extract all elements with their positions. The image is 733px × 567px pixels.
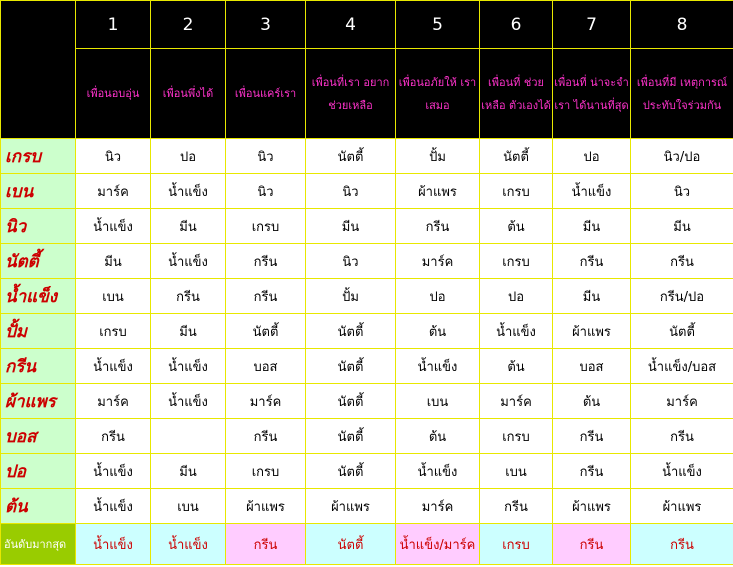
column-title: เพื่อนแคร์เรา bbox=[226, 49, 306, 139]
table-cell: ผ้าแพร bbox=[553, 489, 631, 524]
table-cell: นัตตี้ bbox=[480, 139, 553, 174]
summary-label: อันดับมากสุด bbox=[1, 524, 76, 565]
table-cell: นิว/ปอ bbox=[631, 139, 733, 174]
table-cell: นัตตี้ bbox=[306, 384, 396, 419]
table-row bbox=[1, 419, 733, 454]
table-cell: มาร์ค bbox=[76, 174, 151, 209]
table-cell: ปอ bbox=[553, 139, 631, 174]
column-title: เพื่อนที่มี เหตุการณ์ ประทับใจร่วมกัน bbox=[631, 49, 733, 139]
table-cell: เกรบ bbox=[76, 314, 151, 349]
table-cell: น้ำแข็ง bbox=[631, 454, 733, 489]
table-cell: กรีน bbox=[553, 244, 631, 279]
table-cell: มาร์ค bbox=[76, 384, 151, 419]
table-cell: กรีน bbox=[396, 209, 480, 244]
table-cell: กรีน bbox=[631, 244, 733, 279]
summary-cell: เกรบ bbox=[480, 524, 553, 565]
table-cell: เบน bbox=[151, 489, 226, 524]
table-cell: เกรบ bbox=[480, 174, 553, 209]
table-cell: น้ำแข็ง bbox=[396, 349, 480, 384]
row-name: น้ำแข็ง bbox=[1, 279, 76, 314]
row-name: ต้น bbox=[1, 489, 76, 524]
table-cell: เบน bbox=[480, 454, 553, 489]
table-cell: กรีน bbox=[480, 489, 553, 524]
table-cell: ต้น bbox=[553, 384, 631, 419]
row-name: เบน bbox=[1, 174, 76, 209]
summary-cell: นัตตี้ bbox=[306, 524, 396, 565]
table-cell: มีน bbox=[631, 209, 733, 244]
table-cell: นัตตี้ bbox=[306, 454, 396, 489]
column-title-row bbox=[1, 49, 733, 139]
summary-cell: กรีน bbox=[631, 524, 733, 565]
row-name: นัตตี้ bbox=[1, 244, 76, 279]
row-name: เกรบ bbox=[1, 139, 76, 174]
column-number: 5 bbox=[396, 1, 480, 49]
table-cell: น้ำแข็ง bbox=[151, 349, 226, 384]
table-cell: นัตตี้ bbox=[306, 419, 396, 454]
table-cell: เบน bbox=[396, 384, 480, 419]
column-title: เพื่อนที่ น่าจะจำเรา ได้นานที่สุด bbox=[553, 49, 631, 139]
table-row bbox=[1, 384, 733, 419]
table-cell: กรีน bbox=[226, 419, 306, 454]
table-cell: เกรบ bbox=[480, 244, 553, 279]
table-cell: เบน bbox=[76, 279, 151, 314]
table-row bbox=[1, 349, 733, 384]
table-cell: ปอ bbox=[396, 279, 480, 314]
column-number: 7 bbox=[553, 1, 631, 49]
table-cell: น้ำแข็ง bbox=[151, 174, 226, 209]
table-cell: นัตตี้ bbox=[306, 349, 396, 384]
table-cell: กรีน/ปอ bbox=[631, 279, 733, 314]
table-row bbox=[1, 174, 733, 209]
table-cell: ต้น bbox=[480, 349, 553, 384]
table-cell: นิว bbox=[631, 174, 733, 209]
table-cell: น้ำแข็ง/บอส bbox=[631, 349, 733, 384]
column-title: เพื่อนพึ่งได้ bbox=[151, 49, 226, 139]
table-cell: มีน bbox=[553, 209, 631, 244]
column-title: เพื่อนอบอุ่น bbox=[76, 49, 151, 139]
row-name: นิว bbox=[1, 209, 76, 244]
table-cell: มาร์ค bbox=[396, 244, 480, 279]
table-cell: มีน bbox=[151, 454, 226, 489]
table-cell: นิว bbox=[76, 139, 151, 174]
table-cell: น้ำแข็ง bbox=[76, 209, 151, 244]
table-cell: มีน bbox=[151, 209, 226, 244]
summary-row bbox=[1, 524, 733, 565]
column-number-row bbox=[1, 1, 733, 49]
table-cell: กรีน bbox=[631, 419, 733, 454]
table-cell: น้ำแข็ง bbox=[480, 314, 553, 349]
column-number: 8 bbox=[631, 1, 733, 49]
column-number: 4 bbox=[306, 1, 396, 49]
column-number: 3 bbox=[226, 1, 306, 49]
column-title: เพื่อนที่เรา อยากช่วยเหลือ bbox=[306, 49, 396, 139]
table-cell: น้ำแข็ง bbox=[151, 244, 226, 279]
table-cell: ปั้ม bbox=[396, 139, 480, 174]
table-cell: เกรบ bbox=[226, 209, 306, 244]
summary-cell: น้ำแข็ง bbox=[151, 524, 226, 565]
table-row bbox=[1, 139, 733, 174]
table-row bbox=[1, 279, 733, 314]
table-cell: มีน bbox=[76, 244, 151, 279]
table-cell: ผ้าแพร bbox=[553, 314, 631, 349]
table-row bbox=[1, 209, 733, 244]
table-cell: มีน bbox=[151, 314, 226, 349]
table-cell: ต้น bbox=[396, 314, 480, 349]
table-row bbox=[1, 489, 733, 524]
summary-cell: กรีน bbox=[226, 524, 306, 565]
table-cell: น้ำแข็ง bbox=[553, 174, 631, 209]
table-cell: กรีน bbox=[226, 244, 306, 279]
table-cell: บอส bbox=[226, 349, 306, 384]
summary-cell: น้ำแข็ง bbox=[76, 524, 151, 565]
table-cell: นัตตี้ bbox=[306, 139, 396, 174]
table-cell: มีน bbox=[306, 209, 396, 244]
table-cell: นิว bbox=[226, 174, 306, 209]
column-number: 6 bbox=[480, 1, 553, 49]
table-cell: ผ้าแพร bbox=[631, 489, 733, 524]
table-cell: ผ้าแพร bbox=[396, 174, 480, 209]
column-title: เพื่อนอภัยให้ เราเสมอ bbox=[396, 49, 480, 139]
table-cell: นิว bbox=[306, 244, 396, 279]
row-name: ผ้าแพร bbox=[1, 384, 76, 419]
table-cell: มาร์ค bbox=[480, 384, 553, 419]
column-number: 1 bbox=[76, 1, 151, 49]
table-cell: นัตตี้ bbox=[631, 314, 733, 349]
table-cell: มีน bbox=[553, 279, 631, 314]
table-cell: มาร์ค bbox=[226, 384, 306, 419]
table-cell: ต้น bbox=[480, 209, 553, 244]
table-cell: กรีน bbox=[226, 279, 306, 314]
table-cell: กรีน bbox=[553, 419, 631, 454]
table-cell: นิว bbox=[306, 174, 396, 209]
table-cell: มาร์ค bbox=[396, 489, 480, 524]
table-cell: ต้น bbox=[396, 419, 480, 454]
table-cell: กรีน bbox=[151, 279, 226, 314]
table-row bbox=[1, 314, 733, 349]
table-cell: ผ้าแพร bbox=[306, 489, 396, 524]
row-name: บอส bbox=[1, 419, 76, 454]
column-title: เพื่อนที่ ช่วยเหลือ ตัวเองได้ bbox=[480, 49, 553, 139]
table-cell: ผ้าแพร bbox=[226, 489, 306, 524]
summary-cell: น้ำแข็ง/มาร์ค bbox=[396, 524, 480, 565]
table-cell: นิว bbox=[226, 139, 306, 174]
table-cell: น้ำแข็ง bbox=[396, 454, 480, 489]
table-cell: มาร์ค bbox=[631, 384, 733, 419]
row-name: กรีน bbox=[1, 349, 76, 384]
table-row bbox=[1, 454, 733, 489]
corner-cell bbox=[1, 1, 76, 139]
table-cell: นัตตี้ bbox=[226, 314, 306, 349]
table-cell: ปอ bbox=[480, 279, 553, 314]
table-cell: เกรบ bbox=[480, 419, 553, 454]
table-cell: เกรบ bbox=[226, 454, 306, 489]
table-cell: กรีน bbox=[553, 454, 631, 489]
summary-cell: กรีน bbox=[553, 524, 631, 565]
row-name: ปั้ม bbox=[1, 314, 76, 349]
table-cell: น้ำแข็ง bbox=[151, 384, 226, 419]
column-number: 2 bbox=[151, 1, 226, 49]
table-cell: นัตตี้ bbox=[306, 314, 396, 349]
table-row bbox=[1, 244, 733, 279]
row-name: ปอ bbox=[1, 454, 76, 489]
table-cell: บอส bbox=[553, 349, 631, 384]
table-cell: ปอ bbox=[151, 139, 226, 174]
table-cell: น้ำแข็ง bbox=[76, 454, 151, 489]
table-cell: น้ำแข็ง bbox=[76, 349, 151, 384]
table-cell: ปั้ม bbox=[306, 279, 396, 314]
table-cell bbox=[151, 419, 226, 454]
table-cell: น้ำแข็ง bbox=[76, 489, 151, 524]
table-cell: กรีน bbox=[76, 419, 151, 454]
